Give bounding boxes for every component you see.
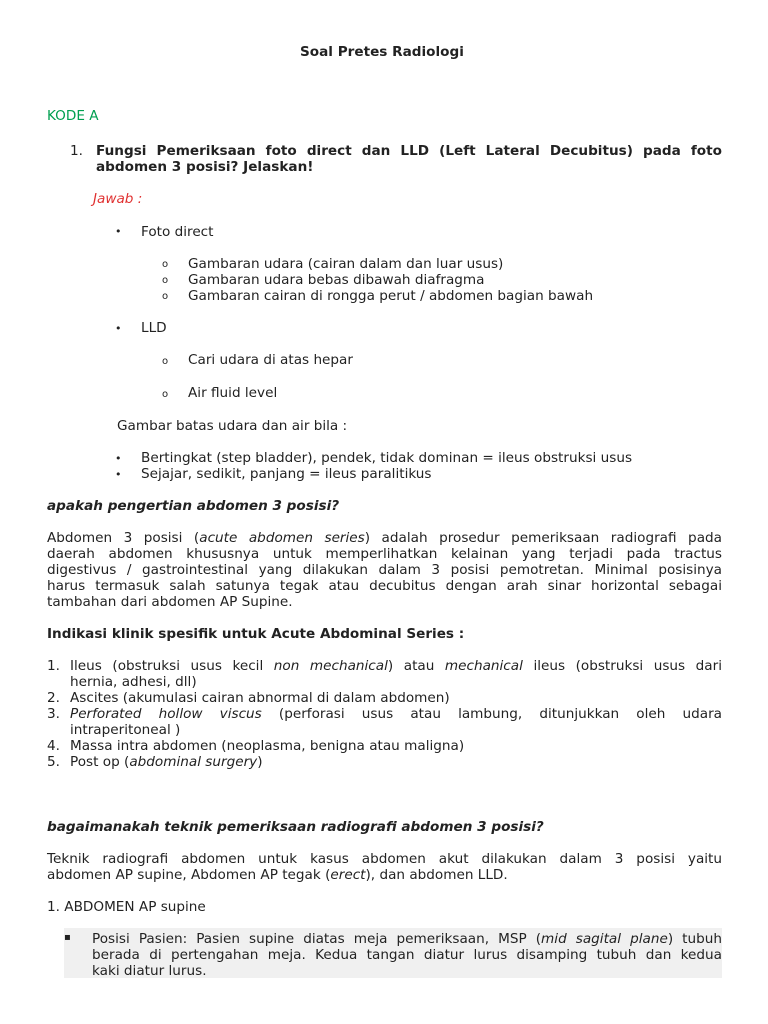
pengertian-heading: apakah pengertian abdomen 3 posisi? [47, 498, 340, 514]
indikasi-item: Massa intra abdomen (neoplasma, benigna atau maligna) [70, 738, 465, 754]
bullet-icon: • [115, 452, 122, 465]
circle-bullet-icon: o [162, 291, 169, 302]
indikasi-item: Ileus (obstruksi usus kecil non mechanical) atau mechanical ileus (obstruksi usus dari [70, 658, 722, 674]
posisi-line: kaki diatur lurus. [92, 963, 207, 979]
question-line-1: Fungsi Pemeriksaan foto direct dan LLD (Left Lateral Decubitus) pada foto [96, 143, 722, 159]
square-bullet-icon: ▪ [64, 932, 71, 943]
indikasi-item-cont: intraperitoneal ) [70, 722, 181, 738]
posisi-line: Posisi Pasien: Pasien supine diatas meja pemeriksaan, MSP (mid sagital plane) tubuh [92, 931, 722, 947]
batas-item: Sejajar, sedikit, panjang = ileus paralitikus [141, 466, 432, 482]
batas-heading: Gambar batas udara dan air bila : [117, 418, 348, 434]
pengertian-line: daerah abdomen khususnya untuk memperlihatkan kelainan yang terjadi pada tractus [47, 546, 722, 562]
indikasi-item: Perforated hollow viscus (perforasi usus atau lambung, ditunjukkan oleh udara [70, 706, 722, 722]
list-number: 5. [47, 754, 60, 770]
bullet-icon: • [115, 322, 122, 335]
teknik-heading: bagaimanakah teknik pemeriksaan radiografi abdomen 3 posisi? [47, 819, 544, 835]
bullet-icon: • [115, 468, 122, 481]
direct-item: Gambaran udara (cairan dalam dan luar usus) [188, 256, 504, 272]
page-title: Soal Pretes Radiologi [300, 44, 464, 60]
teknik-line: abdomen AP supine, Abdomen AP tegak (erect), dan abdomen LLD. [47, 867, 508, 883]
lld-item: Air fluid level [188, 385, 278, 401]
list-number: 3. [47, 706, 60, 722]
list-number: 2. [47, 690, 60, 706]
indikasi-item-cont: hernia, adhesi, dll) [70, 674, 197, 690]
batas-item: Bertingkat (step bladder), pendek, tidak dominan = ileus obstruksi usus [141, 450, 633, 466]
pengertian-line: tambahan dari abdomen AP Supine. [47, 594, 293, 610]
bullet-icon: • [115, 225, 122, 238]
jawab-label: Jawab : [93, 191, 143, 207]
circle-bullet-icon: o [162, 259, 169, 270]
question-number: 1. [70, 143, 83, 159]
circle-bullet-icon: o [162, 356, 169, 367]
indikasi-item: Post op (abdominal surgery) [70, 754, 263, 770]
list-number: 1. [47, 658, 60, 674]
direct-item: Gambaran cairan di rongga perut / abdomen bagian bawah [188, 288, 594, 304]
question-line-2: abdomen 3 posisi? Jelaskan! [96, 159, 314, 175]
circle-bullet-icon: o [162, 275, 169, 286]
list-number: 4. [47, 738, 60, 754]
indikasi-item: Ascites (akumulasi cairan abnormal di dalam abdomen) [70, 690, 450, 706]
foto-direct-label: Foto direct [141, 224, 214, 240]
teknik-line: Teknik radiografi abdomen untuk kasus abdomen akut dilakukan dalam 3 posisi yaitu [47, 851, 722, 867]
indikasi-heading: Indikasi klinik spesifik untuk Acute Abdominal Series : [47, 626, 465, 642]
circle-bullet-icon: o [162, 389, 169, 400]
pengertian-line: harus termasuk salah satunya tegak atau decubitus dengan arah sinar horizontal sebagai [47, 578, 722, 594]
lld-item: Cari udara di atas hepar [188, 352, 353, 368]
posisi-line: berada di pertengahan meja. Kedua tangan diatur lurus disamping tubuh dan kedua [92, 947, 722, 963]
pengertian-line: digestivus / gastrointestinal yang dilakukan dalam 3 posisi pemotretan. Minimal posisinya [47, 562, 722, 578]
lld-label: LLD [141, 320, 167, 336]
kode-label: KODE A [47, 108, 99, 124]
direct-item: Gambaran udara bebas dibawah diafragma [188, 272, 485, 288]
pengertian-line: Abdomen 3 posisi (acute abdomen series) adalah prosedur pemeriksaan radiografi pada [47, 530, 722, 546]
abdomen-ap-supine-heading: 1. ABDOMEN AP supine [47, 899, 206, 915]
